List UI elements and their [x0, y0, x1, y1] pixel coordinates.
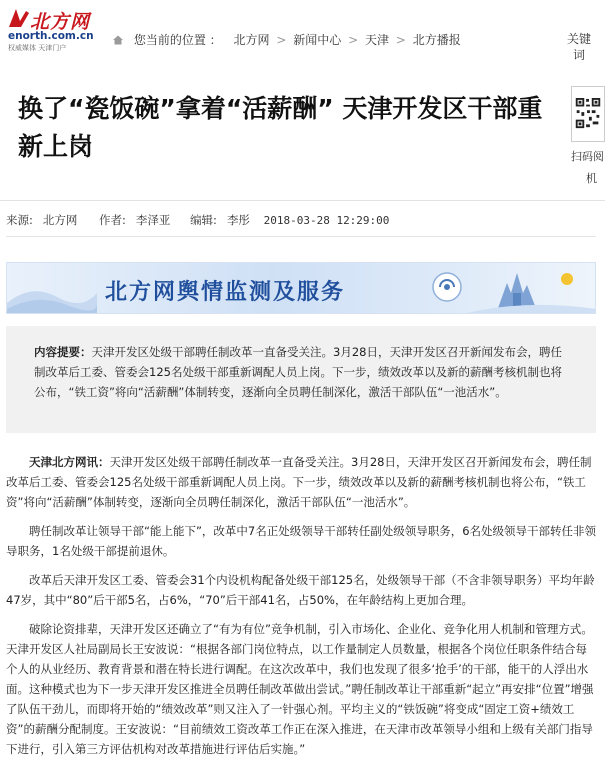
article-paragraph: 破除论资排辈，天津开发区还确立了“有为有位”竞争机制，引入市场化、企业化、竞争化用人机制和管理方式。天津开发区人社局副局长王安波说：“根据各部门岗位特点，以工作量制定人员数量，根据各个岗位任职条件结合每个人的从业经历、教育背景和潜在特长进行调配。在这次改革中，我们也发现了很多‘抢手’的干部，能干的人浮出水面。这种模式也为下一步天津开发区推进全员聘任制改革做出尝试。”聘任制改革让干部重新“起立”再安排“位置”增强了队伍干劲儿，而即将开始的“绩效改革”则又注入了一针强心剂。平均主义的“铁饭碗”将变成“固定工资+绩效工资”的薪酬分配制度。王安波说：“目前绩效工资改革工作正在深入推进，在天津市改革领导小组和上级有关部门指导下进行，引入第三方评估机构对改革措施进行评估后实施。” — [6, 622, 594, 756]
dateline: 天津北方网讯： — [29, 455, 110, 469]
publish-time: 2018-03-28 12:29:00 — [263, 214, 390, 227]
divider — [6, 236, 596, 237]
breadcrumb-item-news[interactable]: 新闻中心 — [293, 33, 342, 47]
summary-box — [6, 326, 596, 433]
article-paragraph: 改革后天津开发区工委、管委会31个内设机构配备处级干部125名，处级领导干部（不含非领导职务）平均年龄47岁，其中“80”后干部5名，占6%，“70”后干部41名，占50%，在年龄结构上更加合理。 — [6, 573, 595, 607]
author-value: 李泽亚 — [135, 213, 171, 227]
site-logo[interactable] — [6, 5, 101, 51]
home-icon — [112, 34, 124, 46]
qr-code-caption: 扫码阅 — [571, 150, 604, 163]
divider — [0, 200, 605, 201]
editor-value: 李彤 — [226, 213, 250, 227]
article-paragraph — [6, 452, 598, 512]
breadcrumb-item-tianjin[interactable]: 天津 — [364, 33, 389, 47]
banner-globe-icon — [407, 263, 596, 314]
logo-brand-text: 北方网 — [30, 11, 91, 33]
article-meta — [6, 212, 399, 228]
banner-wave-icon — [7, 263, 97, 314]
logo-domain: enorth.com.cn — [8, 30, 94, 42]
summary-text: 天津开发区处级干部聘任制改革一直备受关注。3月28日，天津开发区召开新闻发布会，聘任制改革后工委、管委会125名处级干部重新调配人员上岗。下一步，绩效改革以及新的薪酬考核机制也将公布，“铁工资”将向“活薪酬”体制转变，逐渐向全员聘任制深化，激活干部队伍“一池活水”。 — [34, 345, 562, 399]
site-header — [0, 0, 605, 62]
article-paragraph: 聘任制改革让领导干部“能上能下”，改革中7名正处级领导干部转任副处级领导职务，6名处级领导干部转任非领导职务，1名处级干部提前退休。 — [6, 524, 597, 558]
page-title: 换了“瓷饭碗”拿着“活薪酬” 天津开发区干部重新上岗 — [18, 94, 543, 161]
article-body — [6, 452, 598, 768]
qr-code-icon — [571, 86, 605, 142]
source-value[interactable]: 北方网 — [42, 213, 78, 227]
banner-text: 北方网舆情监测及服务 — [105, 280, 346, 305]
location-label: 您当前的位置 ： — [133, 33, 222, 47]
breadcrumb-separator: > — [276, 33, 287, 47]
breadcrumb-item-broadcast[interactable]: 北方播报 — [412, 33, 461, 47]
breadcrumb-separator: > — [395, 33, 406, 47]
logo-mark-icon — [6, 5, 32, 31]
qr-code-caption-2: 机 — [586, 172, 597, 185]
ad-banner[interactable] — [6, 262, 596, 314]
breadcrumb — [112, 31, 461, 48]
breadcrumb-item-home[interactable]: 北方网 — [233, 33, 270, 47]
summary-label: 内容提要： — [34, 345, 92, 359]
source-label: 来源: — [6, 213, 33, 227]
author-label: 作者: — [99, 213, 126, 227]
paragraph-text: 天津开发区处级干部聘任制改革一直备受关注。3月28日，天津开发区召开新闻发布会，聘任制改革后工委、管委会125名处级干部重新调配人员上岗。下一步，绩效改革以及新的薪酬考核机制也将公布，“铁工资”将向“活薪酬”体制转变，逐渐向全员聘任制深化，激活干部队伍“一池活水”。 — [6, 455, 592, 509]
editor-label: 编辑: — [190, 213, 217, 227]
logo-slogan: 权威媒体 天津门户 — [8, 44, 67, 52]
breadcrumb-separator: > — [348, 33, 359, 47]
keyword-label: 关键词 — [566, 32, 591, 62]
